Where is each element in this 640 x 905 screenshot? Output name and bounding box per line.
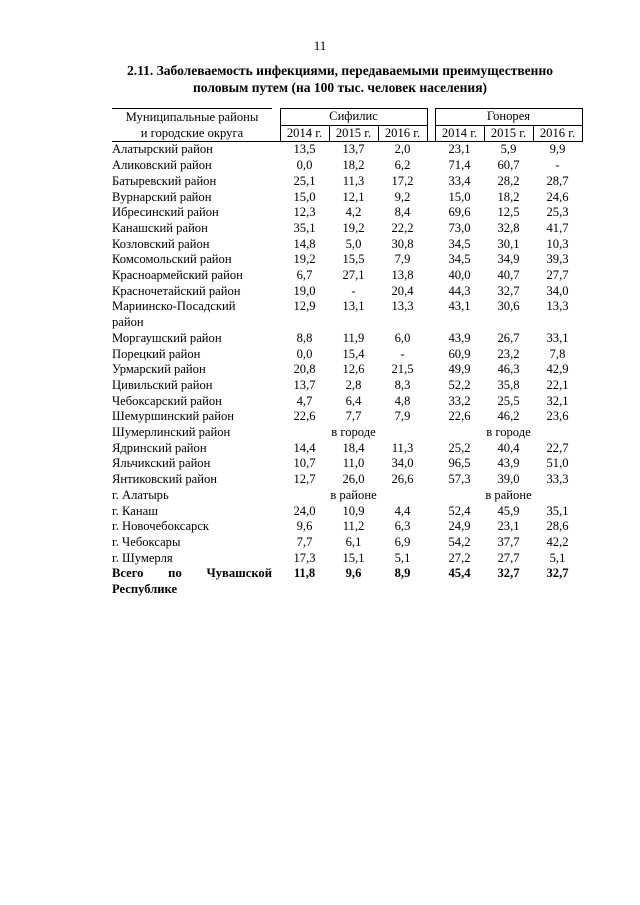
value-cell: 23,1 [497,519,520,534]
row-name [112,504,272,520]
row-name-line-1: Урмарский район [112,362,206,377]
row-name-line-1: г. Новочебоксарск [112,519,210,534]
total-name-line-1: Всего по Чувашской [112,566,272,581]
value-cell: 18,2 [342,158,365,173]
row-name-line-1: Вурнарский район [112,189,212,204]
total-value-cell: 32,7 [497,566,520,581]
value-cell: 41,7 [546,220,569,235]
value-cell: 23,1 [448,142,471,157]
value-cell: 45,9 [497,503,520,518]
row-name [112,331,272,347]
table-row [112,299,582,330]
value-cell: 15,0 [448,189,471,204]
value-cell: 46,2 [497,409,520,424]
table-row [112,190,582,206]
value-cell: 22,2 [391,220,414,235]
value-cell: 13,7 [342,142,365,157]
value-cell: 4,4 [394,503,411,518]
value-cell: 28,6 [546,519,569,534]
table-body [112,142,582,598]
value-cell: 17,2 [391,173,414,188]
row-name-line-1: г. Чебоксары [112,534,181,549]
value-cell: 13,8 [391,268,414,283]
value-cell: 34,9 [497,252,520,267]
value-cell: 7,7 [345,409,362,424]
region-header-line-1: Муниципальные районы [125,110,259,124]
value-cell: 34,0 [546,283,569,298]
page-number: 11 [313,38,327,53]
table-title [100,62,580,96]
row-name [112,158,272,174]
row-name-line-1: Красноармейский район [112,268,243,283]
row-name [112,472,272,488]
value-cell: 10,7 [293,456,316,471]
value-cell: 0,0 [296,346,313,361]
table-row [112,221,582,237]
total-value-cell: 9,6 [345,566,362,581]
value-cell: 4,2 [345,205,362,220]
value-cell: 69,6 [448,205,471,220]
value-cell: 13,5 [293,142,316,157]
value-cell: 28,7 [546,173,569,188]
table-row [112,142,582,158]
value-cell: 35,8 [497,377,520,392]
row-name-line-1: Яльчикский район [112,456,211,471]
table-row [112,535,582,551]
value-cell: 5,9 [500,142,517,157]
value-cell: 22,1 [546,377,569,392]
value-cell: 40,7 [497,268,520,283]
value-cell: 0,0 [296,158,313,173]
region-header-line-2: и городские округа [112,125,272,142]
value-cell: 60,7 [497,158,520,173]
table-row [112,252,582,268]
value-cell: 32,7 [497,283,520,298]
value-cell: 12,5 [497,205,520,220]
value-cell: 18,2 [497,189,520,204]
table-row [112,268,582,284]
value-cell: 6,0 [394,330,411,345]
total-value-cell: 8,9 [394,566,411,581]
value-cell: 5,1 [394,550,411,565]
value-cell: 42,9 [546,362,569,377]
year-header: 2015 г. [329,125,378,142]
value-cell: 18,4 [342,440,365,455]
value-cell: - [351,283,356,298]
value-cell: 22,6 [293,409,316,424]
value-cell: 28,2 [497,173,520,188]
table-row [112,472,582,488]
row-name-line-1: г. Канаш [112,503,158,518]
value-cell: 40,0 [448,268,471,283]
table-row [112,237,582,253]
row-name-line-1: Порецкий район [112,346,201,361]
value-cell: 27,7 [546,268,569,283]
row-name [112,362,272,378]
value-cell: 13,1 [342,299,365,314]
value-cell: 12,1 [342,189,365,204]
value-cell: 42,2 [546,534,569,549]
row-name [112,394,272,410]
value-cell: 33,3 [546,472,569,487]
value-cell: 71,4 [448,158,471,173]
value-cell: 6,9 [394,534,411,549]
row-name-line-1: Ибресинский район [112,205,219,220]
table-row [112,394,582,410]
value-cell: 30,6 [497,299,520,314]
value-cell: 24,9 [448,519,471,534]
row-name [112,519,272,535]
value-cell: 39,3 [546,252,569,267]
row-name-line-2: район [112,315,144,330]
row-name [112,237,272,253]
value-cell: 25,2 [448,440,471,455]
total-row [112,566,582,597]
value-cell: 15,1 [342,550,365,565]
row-name-line-1: г. Шумерля [112,550,173,565]
year-header: 2016 г. [378,125,427,142]
title-line-1: 2.11. Заболеваемость инфекциями, передаваемыми преимущественно [127,63,553,78]
table-row [112,441,582,457]
value-cell: 9,6 [296,519,313,534]
value-cell: 5,1 [549,550,566,565]
table-row [112,519,582,535]
table-row [112,362,582,378]
row-name [112,221,272,237]
value-cell: 2,0 [394,142,411,157]
value-cell: 6,2 [394,158,411,173]
value-cell: 33,1 [546,330,569,345]
morbidity-table [112,108,583,598]
value-cell: 26,7 [497,330,520,345]
value-cell: 19,2 [342,220,365,235]
row-name-line-1: Комсомольский район [112,252,232,267]
value-cell: 49,9 [448,362,471,377]
value-cell: 39,0 [497,472,520,487]
merged-note: в городе [331,425,376,440]
table-row [112,488,582,504]
value-cell: 25,1 [293,173,316,188]
value-cell: 52,2 [448,377,471,392]
row-name [112,488,272,504]
value-cell: 2,8 [345,377,362,392]
value-cell: 34,0 [391,456,414,471]
table-row [112,331,582,347]
value-cell: 7,7 [296,534,313,549]
value-cell: 11,9 [342,330,365,345]
row-name [112,284,272,300]
table-row [112,456,582,472]
value-cell: 24,0 [293,503,316,518]
value-cell: 12,9 [293,299,316,314]
value-cell: 4,7 [296,393,313,408]
value-cell: 32,1 [546,393,569,408]
value-cell: 22,6 [448,409,471,424]
value-cell: 7,9 [394,252,411,267]
value-cell: 11,3 [342,173,365,188]
value-cell: 25,3 [546,205,569,220]
table-row [112,174,582,190]
row-name-line-1: Шемуршинский район [112,409,235,424]
value-cell: 46,3 [497,362,520,377]
value-cell: 6,1 [345,534,362,549]
value-cell: 51,0 [546,456,569,471]
value-cell: 37,7 [497,534,520,549]
row-name [112,409,272,425]
column-group-syphilis: Сифилис [280,109,427,126]
column-group-gonorrhea: Гонорея [435,109,582,126]
value-cell: 15,0 [293,189,316,204]
value-cell: 15,4 [342,346,365,361]
value-cell: - [555,158,560,173]
year-header: 2016 г. [533,125,582,142]
title-line-2: половым путем (на 100 тыс. человек населения) [192,80,488,95]
total-name-line-2: Республике [112,582,178,597]
value-cell: 6,7 [296,268,313,283]
value-cell: 12,7 [293,472,316,487]
value-cell: 7,9 [394,409,411,424]
value-cell: 32,8 [497,220,520,235]
value-cell: 20,8 [293,362,316,377]
value-cell: 9,2 [394,189,411,204]
row-name-line-1: Мариинско-Посадский [112,299,236,314]
row-name-line-1: Красночетайский район [112,283,241,298]
value-cell: 20,4 [391,283,414,298]
table-row [112,425,582,441]
value-cell: 35,1 [546,503,569,518]
value-cell: 23,6 [546,409,569,424]
value-cell: 11,0 [342,456,365,471]
row-name [112,347,272,363]
value-cell: 96,5 [448,456,471,471]
year-header: 2015 г. [484,125,533,142]
table-row [112,551,582,567]
row-name [112,425,272,441]
value-cell: 25,5 [497,393,520,408]
value-cell: 15,5 [342,252,365,267]
row-name [112,551,272,567]
total-value-cell: 45,4 [448,566,471,581]
value-cell: 27,7 [497,550,520,565]
value-cell: 60,9 [448,346,471,361]
row-name [112,456,272,472]
row-name-line-1: Ядринский район [112,440,207,455]
value-cell: 12,3 [293,205,316,220]
value-cell: 8,4 [394,205,411,220]
table-row [112,205,582,221]
row-name [112,174,272,190]
row-name-line-1: Канашский район [112,220,208,235]
value-cell: 13,3 [546,299,569,314]
value-cell: 17,3 [293,550,316,565]
row-name [112,252,272,268]
value-cell: 33,4 [448,173,471,188]
value-cell: 9,9 [549,142,566,157]
table-row [112,284,582,300]
value-cell: 23,2 [497,346,520,361]
row-name-line-1: Козловский район [112,236,210,251]
value-cell: 8,3 [394,377,411,392]
merged-note: в районе [485,487,532,502]
value-cell: 19,0 [293,283,316,298]
value-cell: 43,1 [448,299,471,314]
value-cell: 12,6 [342,362,365,377]
total-value-cell: 11,8 [293,566,316,581]
value-cell: 27,2 [448,550,471,565]
value-cell: 43,9 [497,456,520,471]
table-row [112,409,582,425]
row-name-line-1: Алатырский район [112,142,213,157]
row-name [112,535,272,551]
value-cell: 44,3 [448,283,471,298]
value-cell: 8,8 [296,330,313,345]
row-name [112,268,272,284]
merged-note: в районе [330,487,377,502]
value-cell: 40,4 [497,440,520,455]
year-header: 2014 г. [435,125,484,142]
value-cell: 21,5 [391,362,414,377]
value-cell: 43,9 [448,330,471,345]
merged-note: в городе [486,425,531,440]
value-cell: 6,3 [394,519,411,534]
value-cell: 34,5 [448,236,471,251]
row-name [112,378,272,394]
value-cell: 13,7 [293,377,316,392]
row-name-line-1: Шумерлинский район [112,425,231,440]
row-name-line-1: Цивильский район [112,377,213,392]
value-cell: 13,3 [391,299,414,314]
value-cell: 73,0 [448,220,471,235]
value-cell: 4,8 [394,393,411,408]
value-cell: 30,8 [391,236,414,251]
value-cell: 19,2 [293,252,316,267]
row-name-line-1: г. Алатырь [112,487,169,502]
value-cell: 14,8 [293,236,316,251]
row-name-line-1: Янтиковский район [112,472,218,487]
value-cell: 10,9 [342,503,365,518]
value-cell: 26,6 [391,472,414,487]
value-cell: 33,2 [448,393,471,408]
value-cell: 26,0 [342,472,365,487]
total-row-name [112,566,272,597]
row-name [112,190,272,206]
value-cell: 34,5 [448,252,471,267]
value-cell: 11,3 [391,440,414,455]
value-cell: 24,6 [546,189,569,204]
row-name [112,205,272,221]
row-name-line-1: Аликовский район [112,158,212,173]
column-header-region [112,109,272,126]
row-name-line-1: Батыревский район [112,173,217,188]
value-cell: 7,8 [549,346,566,361]
value-cell: 6,4 [345,393,362,408]
table-row [112,158,582,174]
value-cell: 5,0 [345,236,362,251]
value-cell: 35,1 [293,220,316,235]
table-row [112,378,582,394]
value-cell: 54,2 [448,534,471,549]
value-cell: 52,4 [448,503,471,518]
value-cell: 11,2 [342,519,365,534]
value-cell: 14,4 [293,440,316,455]
row-name [112,441,272,457]
total-value-cell: 32,7 [546,566,569,581]
value-cell: - [400,346,405,361]
value-cell: 10,3 [546,236,569,251]
row-name-line-1: Чебоксарский район [112,393,222,408]
row-name [112,142,272,158]
year-header: 2014 г. [280,125,329,142]
table-row [112,347,582,363]
value-cell: 30,1 [497,236,520,251]
row-name [112,299,272,330]
value-cell: 27,1 [342,268,365,283]
table-row [112,504,582,520]
value-cell: 57,3 [448,472,471,487]
value-cell: 22,7 [546,440,569,455]
row-name-line-1: Моргаушский район [112,330,222,345]
